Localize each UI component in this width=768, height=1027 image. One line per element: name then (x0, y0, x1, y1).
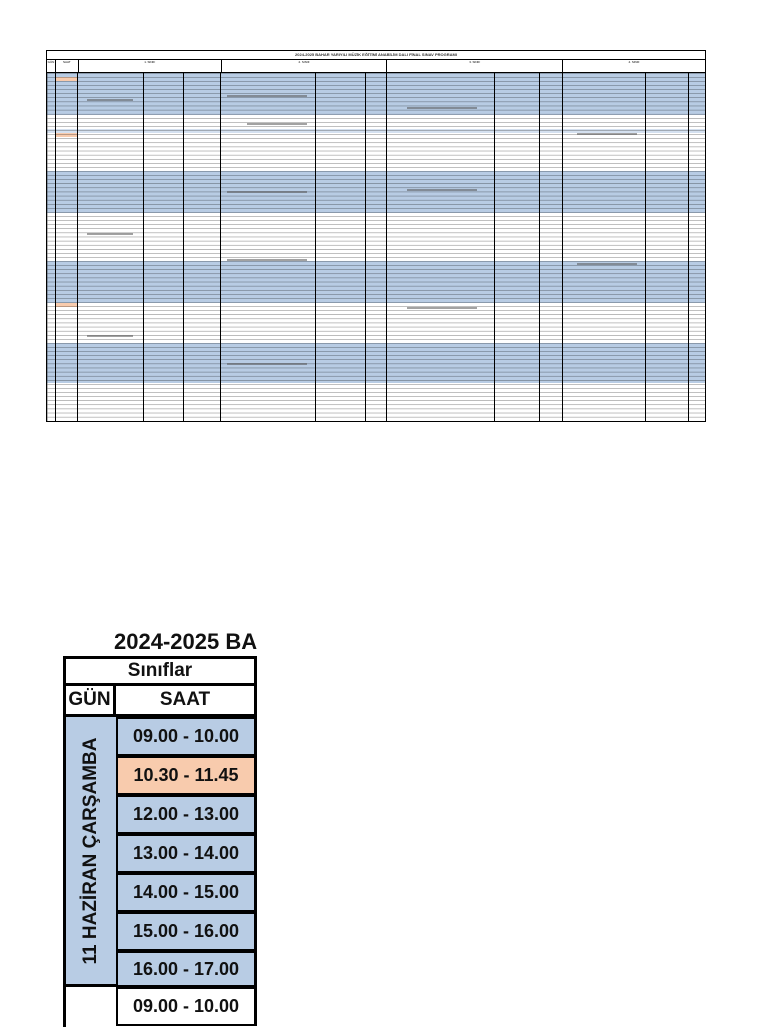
zoom-header-saat: SAAT (116, 686, 257, 717)
time-slot: 16.00 - 17.00 (116, 951, 257, 987)
column-divider (562, 73, 563, 422)
column-divider (645, 73, 646, 422)
cell-text (227, 259, 307, 261)
cell-text (407, 307, 477, 309)
cell-text (407, 189, 477, 191)
column-divider (688, 73, 689, 422)
column-divider (77, 73, 78, 422)
column-divider (143, 73, 144, 422)
column-divider (365, 73, 366, 422)
cell-text (247, 123, 307, 125)
sheet-header-row (47, 59, 705, 73)
time-slot: 09.00 - 10.00 (116, 717, 257, 756)
time-slot: 13.00 - 14.00 (116, 834, 257, 873)
column-divider (386, 73, 387, 422)
sheet-grid (47, 73, 705, 422)
cell-text (407, 107, 477, 109)
time-slot: 14.00 - 15.00 (116, 873, 257, 912)
column-divider (539, 73, 540, 422)
cell-text (87, 335, 133, 337)
cell-text (577, 263, 637, 265)
zoom-day-cell-next (63, 987, 116, 1027)
zoom-header-classes: Sınıflar (63, 656, 257, 686)
sheet-header-class-1: 1. SINIF (79, 60, 222, 72)
cell-text (227, 363, 307, 365)
sheet-header-class-2: 2. SINIF (222, 60, 388, 72)
time-slot: 15.00 - 16.00 (116, 912, 257, 951)
sheet-title: 2024-2025 BAHAR YARIYILI MÜZİK EĞİTİMİ ANABİLİM DALI FİNAL SINAV PROGRAMI (295, 52, 457, 57)
cell-text (87, 233, 133, 235)
column-divider (494, 73, 495, 422)
sheet-header-class-4: 4. SINIF (628, 60, 640, 64)
time-slot-highlight: 10.30 - 11.45 (116, 756, 257, 795)
column-divider (315, 73, 316, 422)
cell-text (227, 95, 307, 97)
cell-text (577, 133, 637, 135)
sheet-header-saat: SAAT (56, 60, 79, 72)
cell-text (227, 191, 307, 193)
time-slot: 09.00 - 10.00 (116, 987, 257, 1026)
schedule-sheet-thumbnail (46, 50, 706, 422)
time-slot: 12.00 - 13.00 (116, 795, 257, 834)
sheet-header-class-3: 3. SINIF (387, 60, 563, 72)
column-divider (55, 73, 56, 422)
zoom-title: 2024-2025 BA (114, 629, 258, 654)
column-divider (183, 73, 184, 422)
zoom-day-label: 11 HAZİRAN ÇARŞAMBA (80, 737, 101, 964)
sheet-header-gun: GÜN (47, 60, 56, 72)
sheet-body (47, 73, 705, 422)
column-divider (220, 73, 221, 422)
zoom-day-cell (63, 717, 116, 987)
cell-text (87, 99, 133, 101)
zoom-header-gun: GÜN (63, 686, 116, 717)
